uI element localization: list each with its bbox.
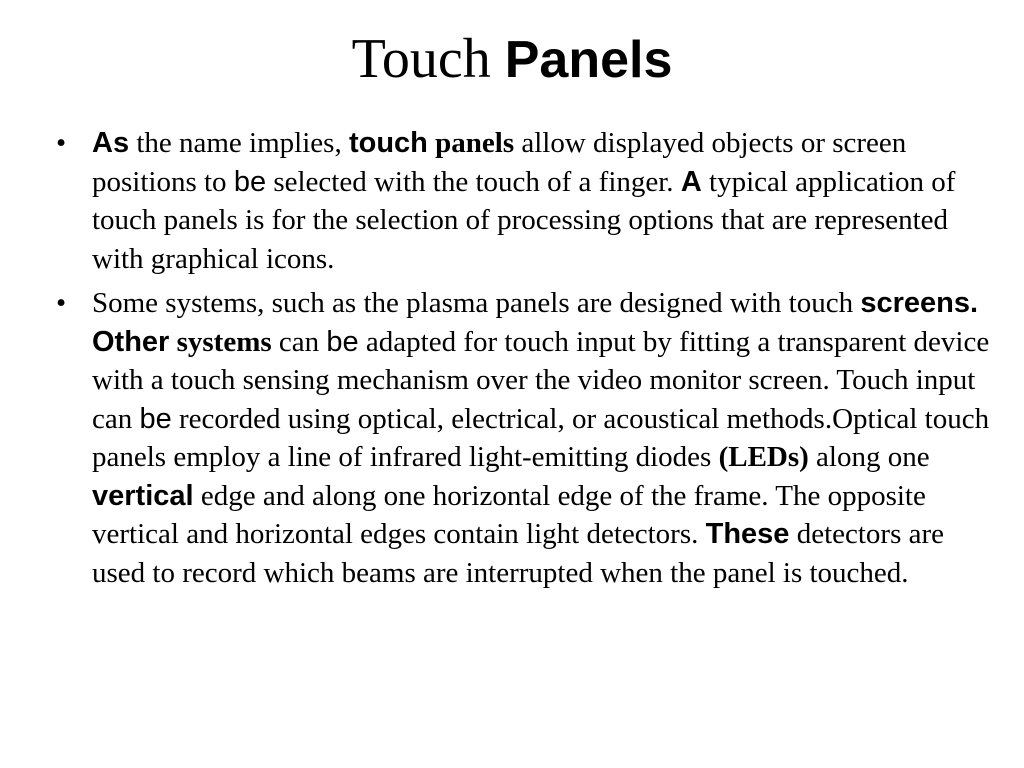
text-run: (LEDs): [718, 441, 809, 473]
title-word-panels: Panels: [504, 31, 673, 89]
bullet-item-touch-panels-intro: [56, 124, 996, 278]
text-run: These: [705, 518, 790, 550]
text-run: selected with the touch of a finger.: [266, 165, 681, 198]
text-run: along one: [808, 441, 930, 473]
text-run: [169, 326, 176, 358]
text-run: allow displayed objects or screen positions to: [92, 127, 907, 198]
bullet-dot-icon: •: [56, 287, 67, 319]
text-run: edge and along one horizontal edge of the frame. The opposite vertical and horizontal edges contain light detectors.: [92, 479, 926, 550]
bullet-list: [56, 124, 996, 598]
text-run: typical application of touch panels is for the selection of processing options that are represented with graphical icons.: [92, 165, 956, 275]
text-run: the name implies,: [129, 127, 349, 159]
text-run: systems: [176, 325, 272, 358]
bullet-item-touch-screens-methods: [56, 284, 996, 592]
text-run: be: [233, 165, 267, 198]
slide-title: [0, 24, 1024, 95]
bullet-dot-icon: •: [56, 127, 67, 159]
text-run: be: [326, 325, 359, 358]
text-run: detectors are used to record which beams are interrupted when the panel is touched.: [92, 518, 945, 589]
text-run: As: [92, 127, 130, 159]
text-run: touch: [348, 127, 428, 159]
text-run: recorded using optical, electrical, or acoustical methods.Optical touch panels employ a line of infrared light-emitting diodes: [92, 402, 990, 473]
text-run: can: [271, 325, 327, 358]
text-run: A: [680, 165, 702, 198]
title-word-touch: Touch: [351, 28, 491, 90]
text-run: vertical: [92, 479, 194, 512]
text-run: Some systems, such as the plasma panels are designed with touch: [92, 287, 861, 319]
text-run: adapted for touch input by fitting a transparent device with a touch sensing mechanism over the video monitor screen. Touch input can: [92, 325, 990, 435]
text-run: panels: [435, 127, 515, 159]
text-run: be: [139, 402, 172, 435]
text-run: screens. Other: [92, 287, 979, 358]
